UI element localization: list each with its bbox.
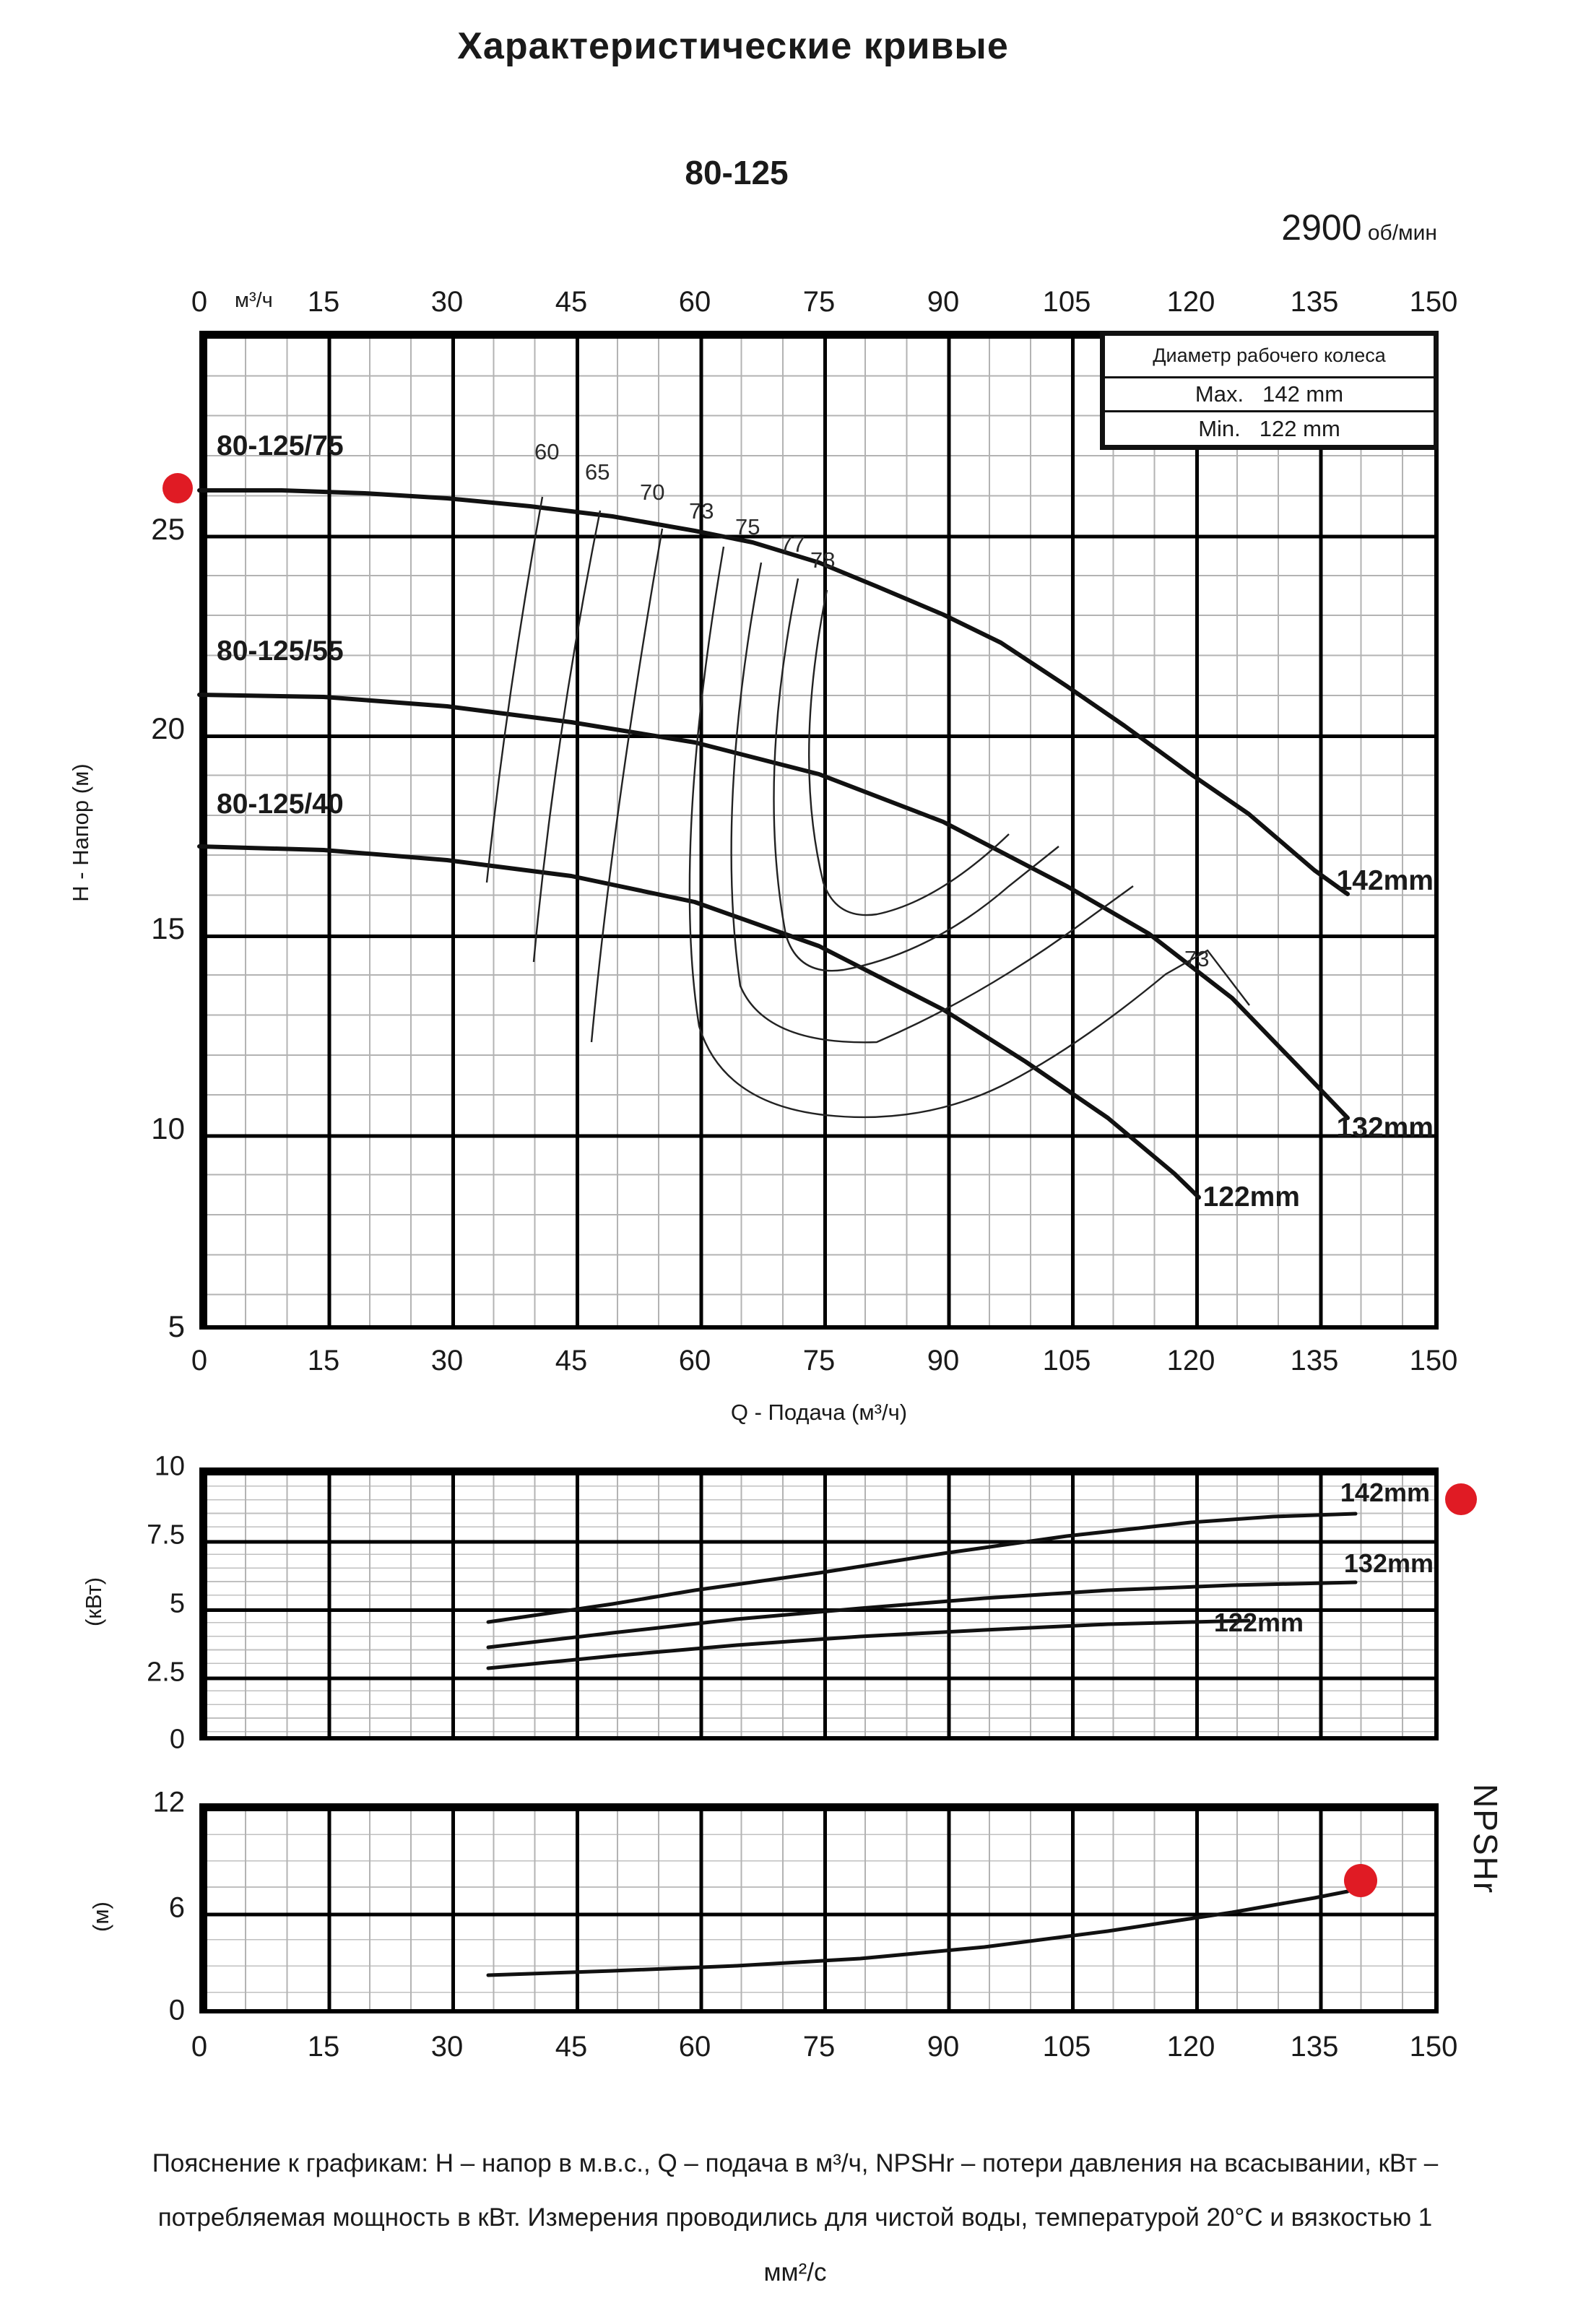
power-tick: 7.5: [147, 1519, 185, 1551]
x-tick-npsh: 60: [678, 2031, 711, 2063]
power-tick: 10: [154, 1451, 185, 1482]
x-tick-top: 15: [307, 286, 340, 318]
x-tick-main-bottom: 150: [1409, 1345, 1458, 1376]
head-chart-plot-area: [199, 331, 1439, 1330]
efficiency-label-60: 60: [534, 439, 560, 464]
red-marker-head: [162, 473, 193, 503]
efficiency-label-78: 78: [810, 547, 836, 573]
explanation-line-1: Пояснение к графикам: H – напор в м.в.с., Q – подача в м³/ч, NPSHr – потери давления на всасывании, кВт –: [152, 2149, 1439, 2177]
diameter-label-122mm: 122mm: [1202, 1181, 1300, 1213]
diameter-label-142mm: 142mm: [1336, 865, 1434, 896]
x-tick-npsh: 135: [1290, 2031, 1339, 2063]
x-tick-npsh: 75: [802, 2031, 836, 2063]
x-tick-main-bottom: 0: [191, 1345, 208, 1376]
x-tick-npsh: 45: [555, 2031, 588, 2063]
power-label-122mm: 122mm: [1213, 1608, 1304, 1637]
x-tick-npsh: 90: [927, 2031, 960, 2063]
efficiency-label-73: 73: [689, 498, 714, 524]
efficiency-label-77: 77: [780, 532, 805, 557]
impeller-min-value: 122 mm: [1259, 415, 1340, 441]
power-label-142mm: 142mm: [1340, 1478, 1430, 1507]
head-axis-label: H - Напор (м): [68, 763, 93, 902]
curve-label-80-125-55: 80-125/55: [217, 636, 344, 667]
x-tick-npsh: 30: [430, 2031, 464, 2063]
impeller-max-value: 142 mm: [1262, 381, 1344, 407]
power-tick: 2.5: [147, 1657, 185, 1688]
efficiency-label-73-right: 73: [1184, 946, 1210, 971]
head-tick: 10: [151, 1111, 185, 1146]
impeller-min-label: Min.: [1198, 415, 1241, 441]
page-title: Характеристические кривые: [457, 25, 1009, 67]
x-tick-top: 120: [1166, 286, 1215, 318]
x-tick-main-bottom: 105: [1042, 1345, 1091, 1376]
npsh-tick: 0: [168, 1994, 185, 2026]
curve-label-80-125-40: 80-125/40: [217, 789, 344, 820]
impeller-max-label: Max.: [1195, 381, 1244, 407]
npsh-tick: 6: [168, 1891, 185, 1924]
explanation-text: [33, 2136, 1557, 2299]
x-tick-top: 30: [430, 286, 464, 318]
x-tick-top: 105: [1042, 286, 1091, 318]
impeller-diameter-box: [1100, 331, 1439, 450]
x-tick-top: 135: [1290, 286, 1339, 318]
x-tick-npsh: 105: [1042, 2031, 1091, 2063]
flow-unit-label: м³/ч: [235, 289, 273, 312]
x-tick-main-bottom: 60: [678, 1345, 711, 1376]
npsh-tick: 12: [152, 1786, 185, 1818]
x-tick-top: 90: [927, 286, 960, 318]
x-tick-top: 45: [555, 286, 588, 318]
power-tick: 0: [169, 1724, 185, 1755]
impeller-max-row: [1105, 378, 1434, 411]
impeller-box-title: Диаметр рабочего колеса: [1105, 336, 1434, 378]
head-tick: 15: [151, 911, 185, 946]
speed-label: [1281, 207, 1437, 248]
x-tick-top: 0: [191, 286, 208, 318]
efficiency-label-75: 75: [735, 514, 760, 539]
power-axis-label: (кВт): [81, 1577, 106, 1627]
explanation-line-2: потребляемая мощность в кВт. Измерения проводились для чистой воды, температурой 20°С и вязкостью 1: [157, 2203, 1433, 2232]
head-tick: 25: [151, 512, 185, 547]
npsh-axis-unit-label: (м): [88, 1902, 113, 1932]
power-tick: 5: [169, 1588, 185, 1619]
x-tick-main-bottom: 45: [555, 1345, 588, 1376]
x-tick-top: 150: [1409, 286, 1458, 318]
power-chart-plot-area: [199, 1467, 1439, 1740]
x-tick-top: 75: [802, 286, 836, 318]
x-tick-main-bottom: 15: [307, 1345, 340, 1376]
x-tick-npsh: 0: [191, 2031, 208, 2063]
x-tick-npsh: 120: [1166, 2031, 1215, 2063]
q-axis-label: Q - Подача (м³/ч): [730, 1400, 908, 1425]
efficiency-label-70: 70: [640, 480, 665, 505]
impeller-min-row: [1105, 410, 1434, 445]
x-tick-main-bottom: 120: [1166, 1345, 1215, 1376]
speed-unit: об/мин: [1367, 221, 1437, 245]
red-marker-power: [1445, 1483, 1477, 1515]
explanation-line-3: мм²/с: [763, 2258, 827, 2286]
x-tick-npsh: 150: [1409, 2031, 1458, 2063]
x-tick-main-bottom: 30: [430, 1345, 464, 1376]
head-tick: 5: [168, 1309, 185, 1344]
x-tick-npsh: 15: [307, 2031, 340, 2063]
diameter-label-132mm: 132mm: [1336, 1112, 1434, 1143]
speed-value: 2900: [1281, 207, 1362, 248]
npsh-chart-plot-area: [199, 1803, 1439, 2013]
npshr-axis-label: NPSHr: [1467, 1784, 1504, 1895]
x-tick-main-bottom: 75: [802, 1345, 836, 1376]
curve-label-80-125-75: 80-125/75: [217, 430, 344, 461]
head-tick: 20: [151, 711, 185, 746]
x-tick-main-bottom: 135: [1290, 1345, 1339, 1376]
model-label: 80-125: [685, 154, 789, 191]
power-label-132mm: 132mm: [1343, 1548, 1434, 1578]
x-tick-main-bottom: 90: [927, 1345, 960, 1376]
efficiency-label-65: 65: [585, 459, 610, 485]
x-tick-top: 60: [678, 286, 711, 318]
